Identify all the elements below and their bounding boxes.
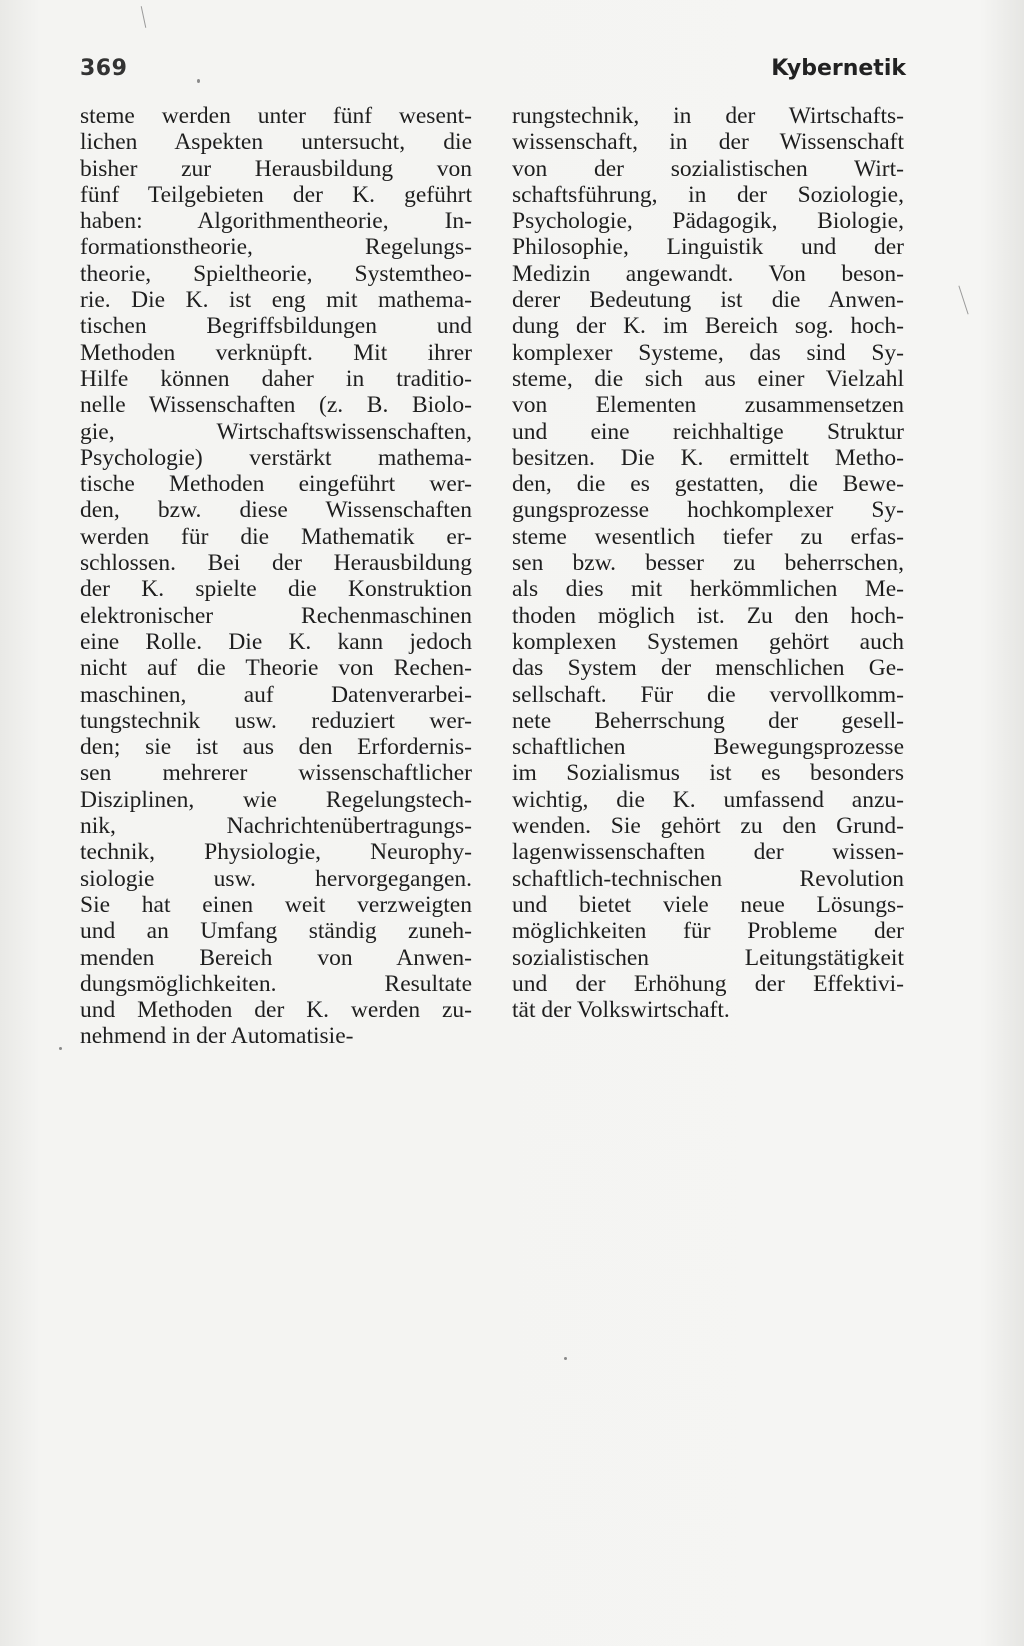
text-line: Methoden verknüpft. Mit ihrer [80,339,472,366]
text-line: tischen Begriffsbildungen und [80,313,472,340]
text-line: von der sozialistischen Wirt- [512,155,904,182]
text-line: besitzen. Die K. ermittelt Metho- [512,444,904,471]
right-text-column [512,103,904,1023]
text-line: nicht auf die Theorie von Rechen- [80,655,472,682]
scan-speck [59,1047,62,1050]
text-line: rungstechnik, in der Wirtschafts- [512,103,904,129]
scan-mark [141,6,147,28]
text-line: steme, die sich aus einer Vielzahl [512,365,904,392]
text-line: nik, Nachrichtenübertragungs- [80,813,472,840]
text-line: bisher zur Herausbildung von [80,155,472,182]
text-line: nete Beherrschung der gesell- [512,707,904,734]
text-line: thoden möglich ist. Zu den hoch- [512,602,904,629]
text-line: tische Methoden eingeführt wer- [80,471,472,498]
text-line: Psychologie) verstärkt mathema- [80,444,472,471]
text-line: den, die es gestatten, die Bewe- [512,471,904,498]
text-line: Disziplinen, wie Regelungstech- [80,786,472,813]
text-line: wissenschaft, in der Wissenschaft [512,129,904,156]
text-line: Psychologie, Pädagogik, Biologie, [512,208,904,235]
text-line: werden für die Mathematik er- [80,523,472,550]
text-line: der K. spielte die Konstruktion [80,576,472,603]
text-line: den; sie ist aus den Erfordernis- [80,734,472,761]
scan-speck [197,79,200,83]
text-line: sen bzw. besser zu beherrschen, [512,550,904,577]
text-line: und eine reichhaltige Struktur [512,418,904,445]
text-line: dung der K. im Bereich sog. hoch- [512,313,904,340]
text-line: und Methoden der K. werden zu- [80,997,472,1024]
text-line: wenden. Sie gehört zu den Grund- [512,813,904,840]
text-line: menden Bereich von Anwen- [80,944,472,971]
text-line: lichen Aspekten untersucht, die [80,129,472,156]
text-line: möglichkeiten für Probleme der [512,918,904,945]
text-line: maschinen, auf Datenverarbei- [80,681,472,708]
scan-mark [958,286,968,315]
left-text-column [80,103,472,1050]
text-line: von Elementen zusammensetzen [512,392,904,419]
text-line: Hilfe können daher in traditio- [80,365,472,392]
text-line: formationstheorie, Regelungs- [80,234,472,261]
text-line: als dies mit herkömmlichen Me- [512,576,904,603]
text-line: das System der menschlichen Ge- [512,655,904,682]
text-line: und der Erhöhung der Effektivi- [512,970,904,997]
running-head: Kybernetik [771,56,906,81]
page-number: 369 [80,56,128,81]
text-line: nelle Wissenschaften (z. B. Biolo- [80,392,472,419]
text-line: rie. Die K. ist eng mit mathema- [80,287,472,314]
text-line: theorie, Spieltheorie, Systemtheo- [80,260,472,287]
text-line: elektronischer Rechenmaschinen [80,602,472,629]
text-line: haben: Algorithmentheorie, In- [80,208,472,235]
text-line: technik, Physiologie, Neurophy- [80,839,472,866]
text-line: sellschaft. Für die vervollkomm- [512,681,904,708]
text-line: komplexer Systeme, das sind Sy- [512,339,904,366]
text-line: dungsmöglichkeiten. Resultate [80,970,472,997]
text-line: sen mehrerer wissenschaftlicher [80,760,472,787]
text-line: tungstechnik usw. reduziert wer- [80,707,472,734]
text-line: steme werden unter fünf wesent- [80,103,472,129]
text-line: nehmend in der Automatisie- [80,1023,354,1050]
text-line: den, bzw. diese Wissenschaften [80,497,472,524]
text-line: gie, Wirtschaftswissenschaften, [80,418,472,445]
text-line: schaftlich-technischen Revolution [512,865,904,892]
text-line: tät der Volkswirtschaft. [512,997,730,1024]
text-line: lagenwissenschaften der wissen- [512,839,904,866]
text-line: im Sozialismus ist es besonders [512,760,904,787]
text-line: schlossen. Bei der Herausbildung [80,550,472,577]
text-line: eine Rolle. Die K. kann jedoch [80,628,472,655]
text-line: Philosophie, Linguistik und der [512,234,904,261]
scan-speck [564,1357,567,1360]
text-line: komplexen Systemen gehört auch [512,628,904,655]
text-line: wichtig, die K. umfassend anzu- [512,786,904,813]
text-line: schaftlichen Bewegungsprozesse [512,734,904,761]
text-line: Sie hat einen weit verzweigten [80,891,472,918]
text-line: Medizin angewandt. Von beson- [512,260,904,287]
text-line: schaftsführung, in der Soziologie, [512,181,904,208]
text-line: und bietet viele neue Lösungs- [512,891,904,918]
text-line: gungsprozesse hochkomplexer Sy- [512,497,904,524]
text-line: siologie usw. hervorgegangen. [80,865,472,892]
text-line: steme wesentlich tiefer zu erfas- [512,523,904,550]
text-line: derer Bedeutung ist die Anwen- [512,287,904,314]
text-line: sozialistischen Leitungstätigkeit [512,944,904,971]
text-line: und an Umfang ständig zuneh- [80,918,472,945]
text-line: fünf Teilgebieten der K. geführt [80,181,472,208]
